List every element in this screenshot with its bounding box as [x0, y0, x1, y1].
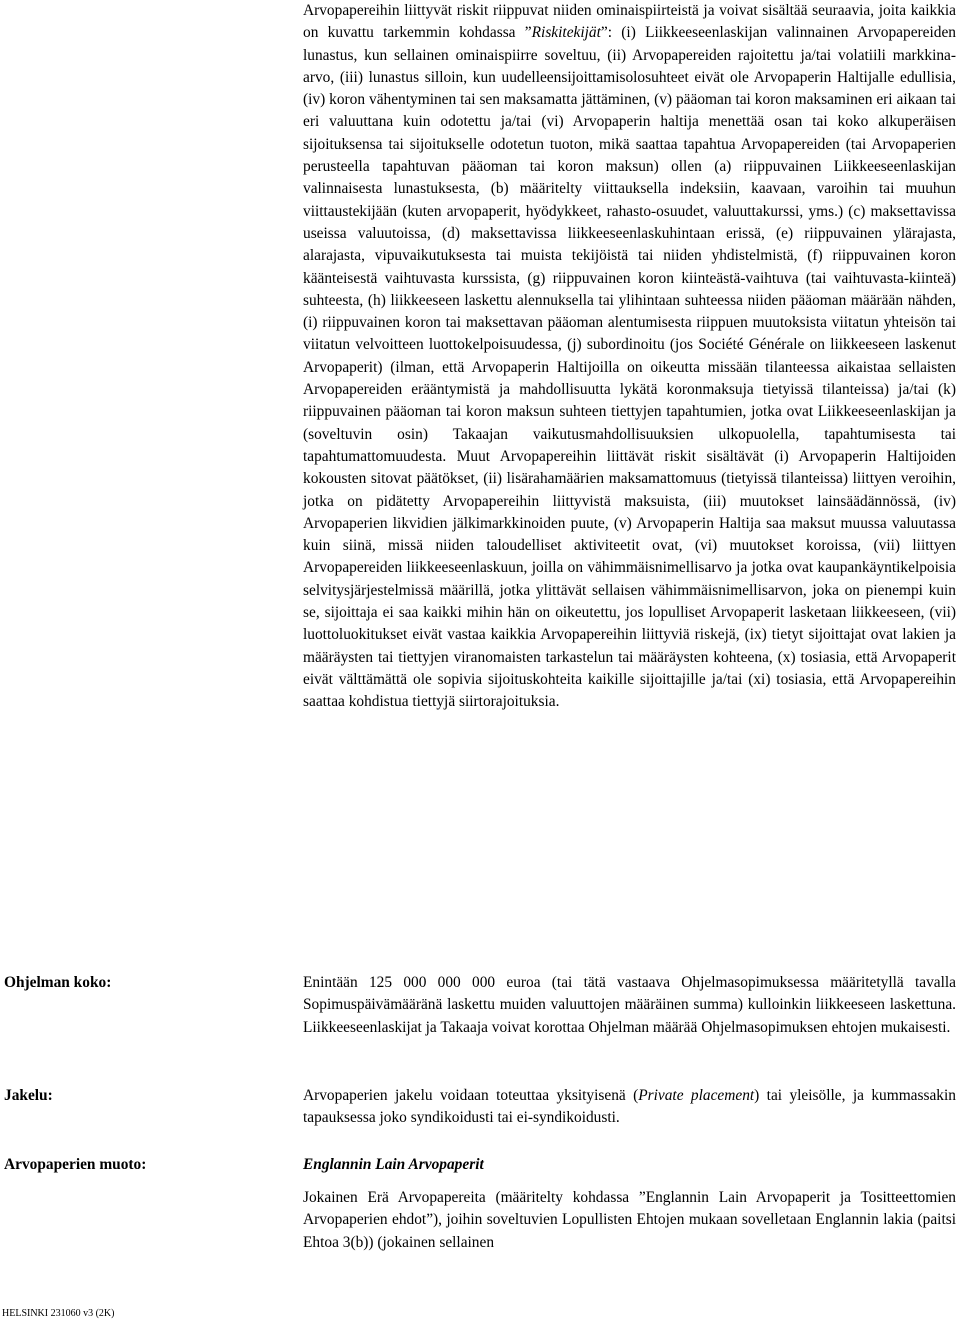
distribution-text — [303, 1085, 956, 1130]
risk-text-part-2: ”: (i) Liikkeeseenlaskijan valinnainen Arvopapereiden lunastus, kun sellainen ominaispiirre soveltuu, (ii) Arvopapereiden rajoitettu ja/tai volatiili markkina-arvo, (iii) lunastus silloin, kun uudelleensijoittamisolosuhteet eivät ole Arvopaperin Haltijalle edullisia, (iv) koron vähentyminen tai sen maksamatta jättäminen, (v) pääoman tai koron maksaminen eri aikaan tai eri valuuttana kuin odotettu ja/tai (vi) Arvopaperin haltija menettää osan tai koko alkuperäisen sijoituksensa tai sijoitukselle odotetun tuoton, mikä saattaa tapahtua Arvopapereiden (tai Arvopaperien perusteella tapahtuvan pääoman tai koron maksun) ollen (a) riippuvainen Liikkeeseenlaskijan valinnaisesta lunastuksesta, (b) määritelty viittauksella indeksiin, kaavaan, varoihin tai muuhun viittaustekijään (kuten arvopaperit, hyödykkeet, rahasto-osuudet, valuuttakurssi, yms.) (c) maksettavissa useissa valuutoissa, (d) maksettavissa liikkeeseenlaskuhintaan erissä, (e) riippuvainen ylärajasta, alarajasta, vipuvaikutuksesta tai muista tekijöistä tai niiden yhdistelmistä, (f) riippuvainen koron käänteisestä vaihtuvasta kurssista, (g) riippuvainen koron kiinteästä-vaihtuva (tai vaihtuvasta-kiinteä) suhteesta, (h) liikkeeseen laskettu alennuksella tai ylihintaan suhteessa niiden pääoman määrään nähden, (i) riippuvainen koron tai maksettavan pääoman alentumisesta riippuen muutoksista viitatun yhteisön tai viitatun velvoitteen luottokelpoisuudessa, (j) subordinoitu (jos Société Générale on liikkeeseen laskenut Arvopaperit) (ilman, että Arvopaperin Haltijoilla on oikeutta missään tilanteessa aikaistaa sellaisten Arvopapereiden erääntymistä ja mahdollisuutta lykätä koronmaksuja tietyissä tilanteissa) ja/tai (k) riippuvainen pääoman tai koron maksun suhteen tiettyjen tapahtumien, jotka ovat Liikkeeseenlaskijan ja (soveltuvin osin) Takaajan vaikutusmahdollisuuksien ulkopuolella, tapahtumisesta tai tapahtumattomuudesta. Muut Arvopapereihin liittävät riskit sisältävät (i) Arvopaperin Haltijoiden kokousten sitovat päätökset, (ii) lisärahamäärien maksamattomuus (tietyissä tilanteissa) liittyen veroihin, jotka on pidätetty Arvopapereihin liittyvistä maksuista, (iii) muutokset lainsäädännössä, (iv) Arvopaperien likvidien jälkimarkkinoiden puute, (v) Arvopaperin Haltija saa maksut muussa valuutassa kuin siinä, missä niiden taloudelliset aktiviteetit ovat, (vi) muutokset koroissa, (vii) liittyen Arvopapereiden liikkeeseenlaskuun, joilla on vähimmäisnimellisarvo ja jotka ovat kaupankäyntikelpoisia selvitysjärjestelmissä määrillä, jotka ylittävät sellaisen vähimmäisnimellisarvon, joka on pienempi kuin se, sijoittaja ei saa kaikki mihin hän on oikeutettu, jos lopulliset Arvopaperit lasketaan liikkeeseen, (vii) luottoluokitukset eivät vastaa kaikkia Arvopapereihin liittyviä riskejä, (ix) tietyt sijoittajat ovat lakien ja määräysten tai tiettyjen viranomaisten tarkastelun tai määräysten kohteena, (x) tosiasia, että Arvopaperit eivät välttämättä ole sopivia sijoituskohteita kaikille sijoittajille ja/tai (xi) tosiasia, että Arvopapereihin saattaa kohdistua tiettyjä siirtorajoituksia. — [303, 24, 956, 711]
risk-text-part-1: Arvopapereihin liittyvät riskit riippuvat niiden ominaispiirteistä ja voivat sisältää seuraavia, joita kaikkia on kuvattu tarkemmin kohdassa ” — [303, 2, 956, 42]
risk-factors-reference: Riskitekijät — [531, 24, 601, 42]
risk-factors-paragraph — [303, 0, 956, 714]
private-placement-term: Private placement — [638, 1087, 755, 1104]
distribution-text-after: ) tai yleisölle, ja kummassakin tapauksessa joko syndikoidusti tai ei-syndikoidusti. — [303, 1087, 956, 1127]
programme-size-text: Enintään 125 000 000 000 euroa (tai tätä vastaava Ohjelmasopimuksessa määritetyllä tavalla Sopimuspäivämääränä laskettu muiden valuuttojen määräinen summa) kulloinkin liikkeeseen laskettuna. Liikkeeseenlaskijat ja Takaaja voivat korottaa Ohjelman määrää Ohjelmasopimuksen ehtojen mukaisesti. — [303, 974, 956, 1036]
form-heading: Englannin Lain Arvopaperit — [303, 1156, 484, 1173]
document-reference: HELSINKI 231060 v3 (2K) — [2, 1308, 115, 1319]
distribution-label: Jakelu: — [4, 1087, 53, 1104]
distribution-text-before: Arvopaperien jakelu voidaan toteuttaa yksityisenä ( — [303, 1087, 639, 1104]
form-text: Jokainen Erä Arvopapereita (määritelty kohdassa ”Englannin Lain Arvopaperit ja Tositteettomien Arvopaperien ehdot”), joihin soveltuvien Lopullisten Ehtojen mukaan sovelletaan Englannin lakia (paitsi Ehtoa 3(b)) (jokainen sellainen — [303, 1189, 956, 1251]
form-label: Arvopaperien muoto: — [4, 1156, 147, 1173]
programme-size-label: Ohjelman koko: — [4, 974, 112, 991]
